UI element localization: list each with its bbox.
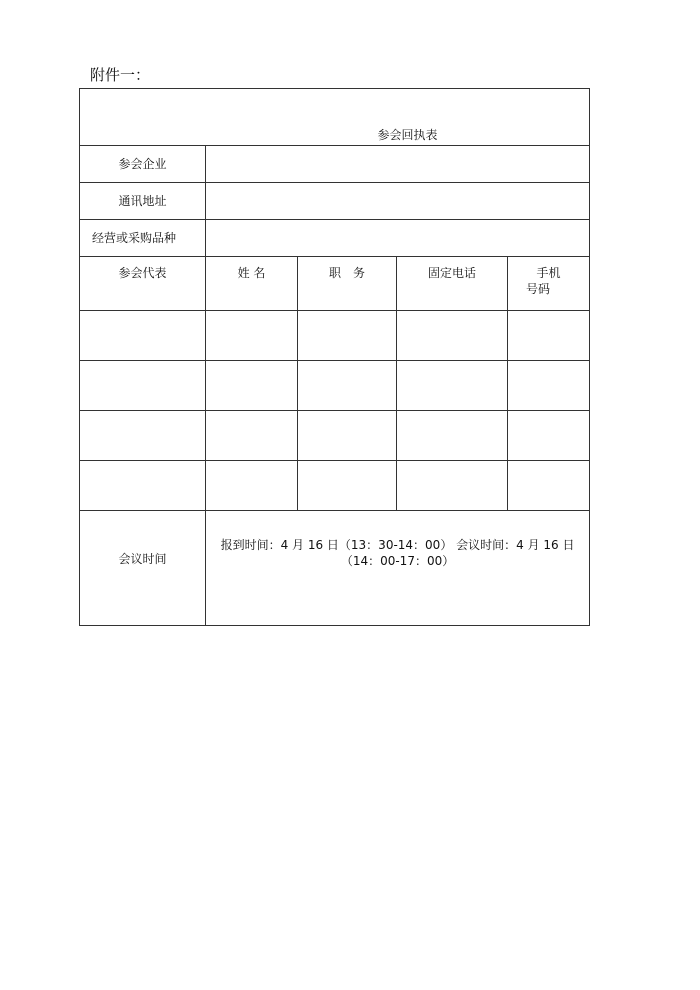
attachment-label: 附件一： xyxy=(90,66,151,84)
reply-form-table xyxy=(79,88,590,626)
address-label: 通讯地址 xyxy=(80,183,206,220)
representative-cell[interactable] xyxy=(80,361,206,411)
position-header: 职 务 xyxy=(298,257,397,311)
form-title: 参会回执表 xyxy=(377,128,438,142)
name-cell[interactable] xyxy=(206,361,298,411)
mobile-cell[interactable] xyxy=(508,361,590,411)
mobile-header-line2: 号码 xyxy=(526,282,551,296)
table-row xyxy=(80,411,590,461)
representative-cell[interactable] xyxy=(80,461,206,511)
name-cell[interactable] xyxy=(206,311,298,361)
landline-cell[interactable] xyxy=(397,461,508,511)
representative-header: 参会代表 xyxy=(80,257,206,311)
landline-header: 固定电话 xyxy=(397,257,508,311)
name-cell[interactable] xyxy=(206,411,298,461)
company-label: 参会企业 xyxy=(80,146,206,183)
position-cell[interactable] xyxy=(298,411,397,461)
meeting-time-label: 会议时间 xyxy=(80,511,206,626)
address-row xyxy=(80,183,590,220)
business-field[interactable] xyxy=(206,220,590,257)
representative-cell[interactable] xyxy=(80,411,206,461)
header-row xyxy=(80,257,590,311)
mobile-cell[interactable] xyxy=(508,311,590,361)
meeting-time-row xyxy=(80,511,590,626)
name-header: 姓 名 xyxy=(206,257,298,311)
landline-cell[interactable] xyxy=(397,361,508,411)
business-row xyxy=(80,220,590,257)
mobile-header xyxy=(508,257,590,311)
mobile-header-line1: 手机 xyxy=(536,266,561,280)
company-row xyxy=(80,146,590,183)
name-cell[interactable] xyxy=(206,461,298,511)
mobile-cell[interactable] xyxy=(508,461,590,511)
table-row xyxy=(80,361,590,411)
representative-cell[interactable] xyxy=(80,311,206,361)
title-row xyxy=(80,89,590,146)
landline-cell[interactable] xyxy=(397,411,508,461)
meeting-time-value: 报到时间：4 月 16 日（13：30-14：00） 会议时间：4 月 16 日（14：00-17：00） xyxy=(206,511,590,626)
company-field[interactable] xyxy=(206,146,590,183)
form-title-cell xyxy=(80,89,590,146)
table-row xyxy=(80,461,590,511)
mobile-cell[interactable] xyxy=(508,411,590,461)
position-cell[interactable] xyxy=(298,461,397,511)
table-row xyxy=(80,311,590,361)
address-field[interactable] xyxy=(206,183,590,220)
position-cell[interactable] xyxy=(298,311,397,361)
position-cell[interactable] xyxy=(298,361,397,411)
landline-cell[interactable] xyxy=(397,311,508,361)
business-label: 经营或采购品种 xyxy=(80,220,206,257)
